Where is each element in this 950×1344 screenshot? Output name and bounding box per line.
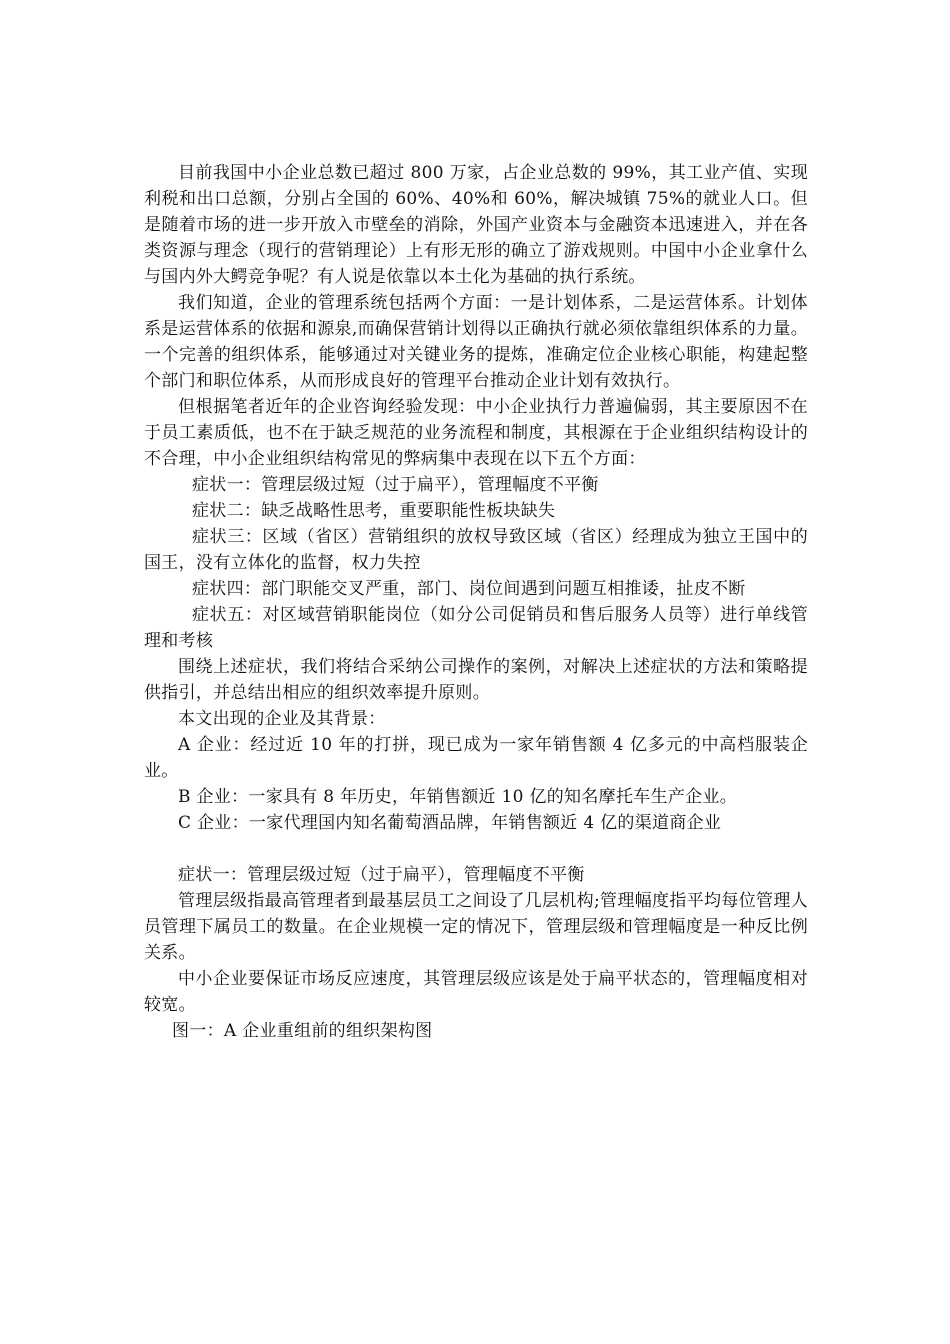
paragraph-background-intro: 本文出现的企业及其背景： — [178, 709, 386, 729]
symptom-five: 症状五：对区域营销职能岗位（如分公司促销员和售后服务人员等）进行单线管理和考核 — [144, 605, 808, 651]
document-page — [144, 160, 808, 1044]
paragraph-hierarchy-definition: 管理层级指最高管理者到最基层员工之间设了几层机构;管理幅度指平均每位管理人员管理下属员工的数量。在企业规模一定的情况下，管理层级和管理幅度是一种反比例关系。 — [144, 891, 808, 963]
company-a: A 企业：经过近 10 年的打拼，现已成为一家年销售额 4 亿多元的中高档服装企业。 — [144, 735, 808, 781]
paragraph-consulting-findings: 但根据笔者近年的企业咨询经验发现：中小企业执行力普遍偏弱，其主要原因不在于员工素质低，也不在于缺乏规范的业务流程和制度，其根源在于企业组织结构设计的不合理，中小企业组织结构常见的弊病集中表现在以下五个方面： — [144, 397, 808, 469]
symptom-four: 症状四：部门职能交叉严重，部门、岗位间遇到问题互相推诿，扯皮不断 — [192, 579, 746, 599]
section-heading-symptom-one: 症状一：管理层级过短（过于扁平），管理幅度不平衡 — [178, 865, 585, 885]
paragraph-flat-structure: 中小企业要保证市场反应速度，其管理层级应该是处于扁平状态的，管理幅度相对较宽。 — [144, 969, 808, 1015]
paragraph-management-system: 我们知道，企业的管理系统包括两个方面：一是计划体系，二是运营体系。计划体系是运营体系的依据和源泉,而确保营销计划得以正确执行就必须依靠组织体系的力量。一个完善的组织体系，能够通过对关键业务的提炼，准确定位企业核心职能，构建起整个部门和职位体系，从而形成良好的管理平台推动企业计划有效执行。 — [144, 293, 808, 391]
paragraph-intro: 目前我国中小企业总数已超过 800 万家，占企业总数的 99%，其工业产值、实现利税和出口总额，分别占全国的 60%、40%和 60%，解决城镇 75%的就业人口。但是随着市场的进一步开放入市壁垒的消除，外国产业资本与金融资本迅速进入，并在各类资源与理念（现行的营销理论）上有形无形的确立了游戏规则。中国中小企业拿什么与国内外大鳄竞争呢？有人说是依靠以本土化为基础的执行系统。 — [144, 163, 808, 287]
blank-line — [144, 836, 808, 862]
symptom-one: 症状一：管理层级过短（过于扁平），管理幅度不平衡 — [192, 475, 599, 495]
company-b: B 企业：一家具有 8 年历史，年销售额近 10 亿的知名摩托车生产企业。 — [178, 787, 738, 807]
company-c: C 企业：一家代理国内知名葡萄酒品牌，年销售额近 4 亿的渠道商企业 — [178, 813, 722, 833]
paragraph-approach: 围绕上述症状，我们将结合采纳公司操作的案例，对解决上述症状的方法和策略提供指引，并总结出相应的组织效率提升原则。 — [144, 657, 808, 703]
symptom-two: 症状二：缺乏战略性思考，重要职能性板块缺失 — [192, 501, 556, 521]
figure-caption: 图一：A 企业重组前的组织架构图 — [172, 1021, 433, 1041]
symptom-three: 症状三：区域（省区）营销组织的放权导致区域（省区）经理成为独立王国中的国王，没有立体化的监督，权力失控 — [144, 527, 808, 573]
